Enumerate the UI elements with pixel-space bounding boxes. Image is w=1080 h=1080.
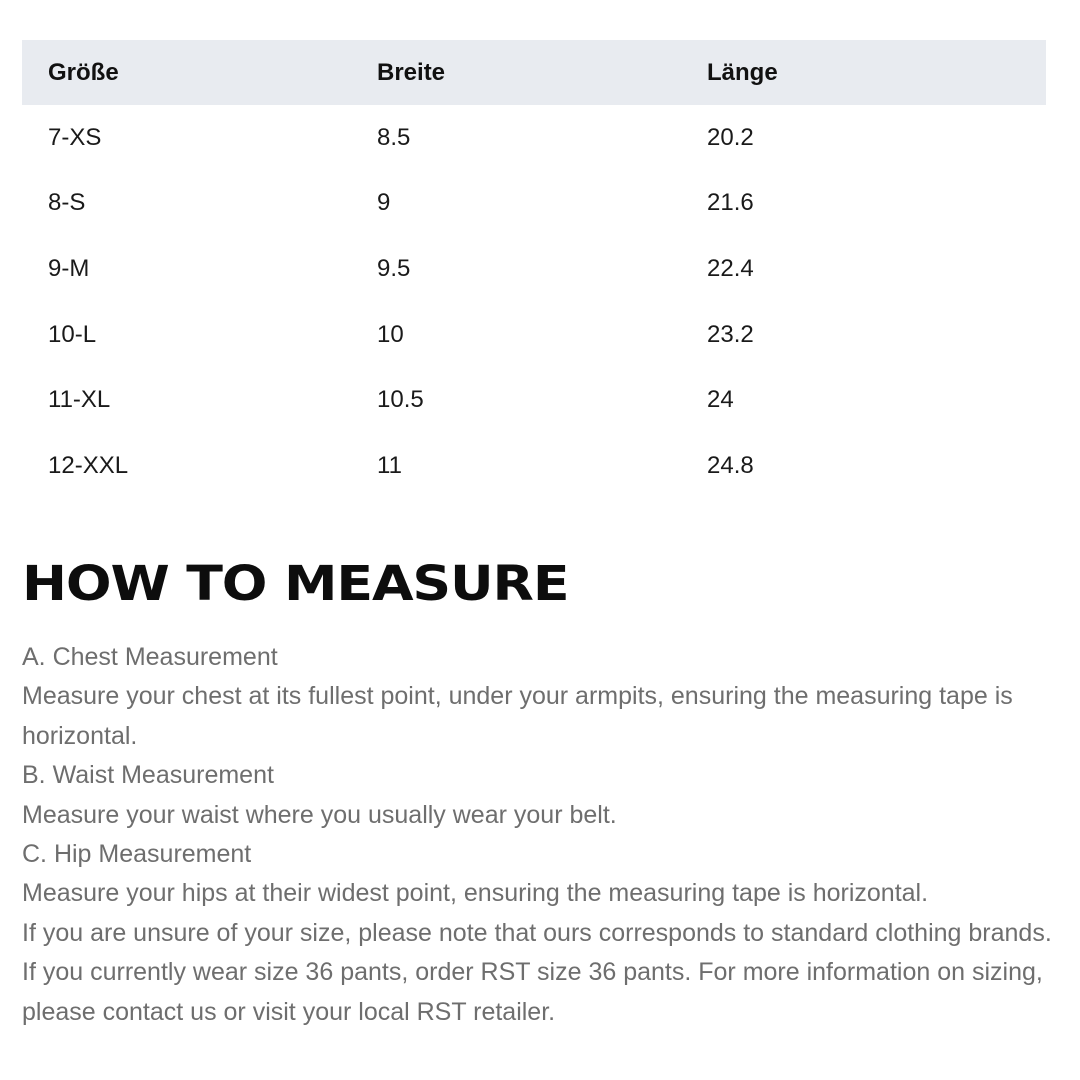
cell-length: 24.8 <box>707 451 754 479</box>
cell-width: 9 <box>377 189 391 217</box>
chest-measurement-text: Measure your chest at its fullest point, under your armpits, ensuring the measuring tape is horizontal. <box>22 682 1013 750</box>
cell-size: 12-XXL <box>48 451 129 479</box>
cell-width: 10 <box>377 320 404 348</box>
table-row <box>22 105 1046 171</box>
chest-measurement-title: A. Chest Measurement <box>22 643 278 671</box>
cell-size: 9-M <box>48 254 90 282</box>
table-row <box>22 433 1046 499</box>
table-row <box>22 367 1046 433</box>
cell-size: 10-L <box>48 320 97 348</box>
waist-measurement-text: Measure your waist where you usually wear your belt. <box>22 800 617 829</box>
cell-length: 20.2 <box>707 123 754 151</box>
cell-width: 10.5 <box>377 386 424 414</box>
header-width: Breite <box>377 40 707 105</box>
cell-size: 7-XS <box>48 123 102 151</box>
hip-measurement-text: Measure your hips at their widest point, ensuring the measuring tape is horizontal. <box>22 879 929 908</box>
sizing-note: If you are unsure of your size, please note that ours corresponds to standard clothing brands. If you currently wear size 36 pants, order RST size 36 pants. For more information on sizing, please contact us or visit your local RST retailer. <box>22 918 1052 1026</box>
waist-measurement-title: B. Waist Measurement <box>22 761 274 790</box>
table-body <box>22 105 1046 499</box>
table-row <box>22 171 1046 237</box>
cell-size: 11-XL <box>48 386 111 414</box>
cell-width: 11 <box>377 451 402 479</box>
cell-length: 22.4 <box>707 254 754 282</box>
header-size: Größe <box>22 40 377 105</box>
table-header <box>22 40 1046 105</box>
measuring-instructions <box>22 638 1052 1032</box>
table-row <box>22 236 1046 302</box>
header-row <box>22 40 1046 105</box>
cell-width: 9.5 <box>377 254 411 282</box>
cell-length: 24 <box>707 386 734 414</box>
how-to-measure-heading: HOW TO MEASURE <box>22 556 569 612</box>
hip-measurement-title: C. Hip Measurement <box>22 840 252 869</box>
cell-length: 21.6 <box>707 189 754 217</box>
cell-width: 8.5 <box>377 123 411 151</box>
header-length: Länge <box>707 40 1046 105</box>
cell-size: 8-S <box>48 189 86 217</box>
cell-length: 23.2 <box>707 320 754 348</box>
size-chart-table <box>22 40 1046 499</box>
table-row <box>22 302 1046 368</box>
